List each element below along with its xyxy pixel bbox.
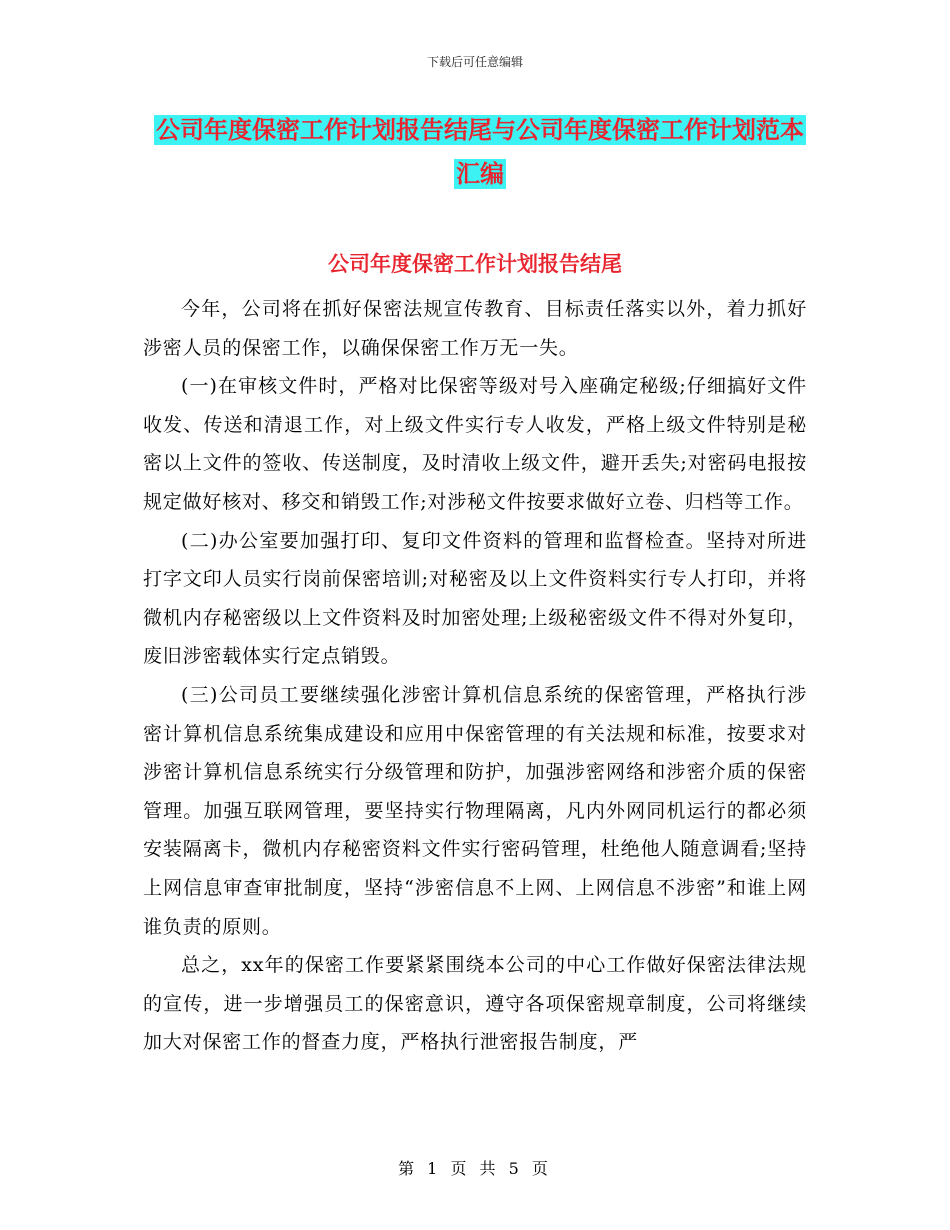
document-title — [150, 108, 810, 196]
document-title-text: 公司年度保密工作计划报告结尾与公司年度保密工作计划范本汇编 — [156, 116, 804, 188]
paragraph: (二)办公室要加强打印、复印文件资料的管理和监督检查。坚持对所进打字文印人员实行岗前保密培训;对秘密及以上文件资料实行专人打印，并将微机内存秘密级以上文件资料及时加密处理;上级秘密级文件不得对外复印，废旧涉密载体实行定点销毁。 — [143, 529, 807, 668]
header-note: 下载后可任意编辑 — [426, 55, 523, 69]
paragraph: 今年，公司将在抓好保密法规宣传教育、目标责任落实以外，着力抓好涉密人员的保密工作，以确保保密工作万无一失。 — [143, 298, 807, 359]
paragraph: (三)公司员工要继续强化涉密计算机信息系统的保密管理，严格执行涉密计算机信息系统集成建设和应用中保密管理的有关法规和标准，按要求对涉密计算机信息系统实行分级管理和防护，加强涉密网络和涉密介质的保密管理。加强互联网管理，要坚持实行物理隔离，凡内外网同机运行的都必须安装隔离卡，微机内存秘密资料文件实行密码管理，杜绝他人随意调看;坚持上网信息审查审批制度，坚持“涉密信息不上网、上网信息不涉密”和谁上网谁负责的原则。 — [143, 683, 807, 938]
section-title: 公司年度保密工作计划报告结尾 — [328, 252, 622, 276]
paragraph: (一)在审核文件时，严格对比保密等级对号入座确定秘级;仔细搞好文件收发、传送和清退工作，对上级文件实行专人收发，严格上级文件特别是秘密以上文件的签收、传送制度，及时清收上级文件，避开丢失;对密码电报按规定做好核对、移交和销毁工作;对涉秘文件按要求做好立卷、归档等工作。 — [143, 375, 807, 513]
page-number-footer: 第 1 页 共 5 页 — [398, 1159, 552, 1178]
document-body — [143, 290, 807, 1062]
paragraph: 总之，xx年的保密工作要紧紧围绕本公司的中心工作做好保密法律法规的宣传，进一步增强员工的保密意识，遵守各项保密规章制度，公司将继续加大对保密工作的督查力度，严格执行泄密报告制度，严 — [143, 954, 807, 1054]
